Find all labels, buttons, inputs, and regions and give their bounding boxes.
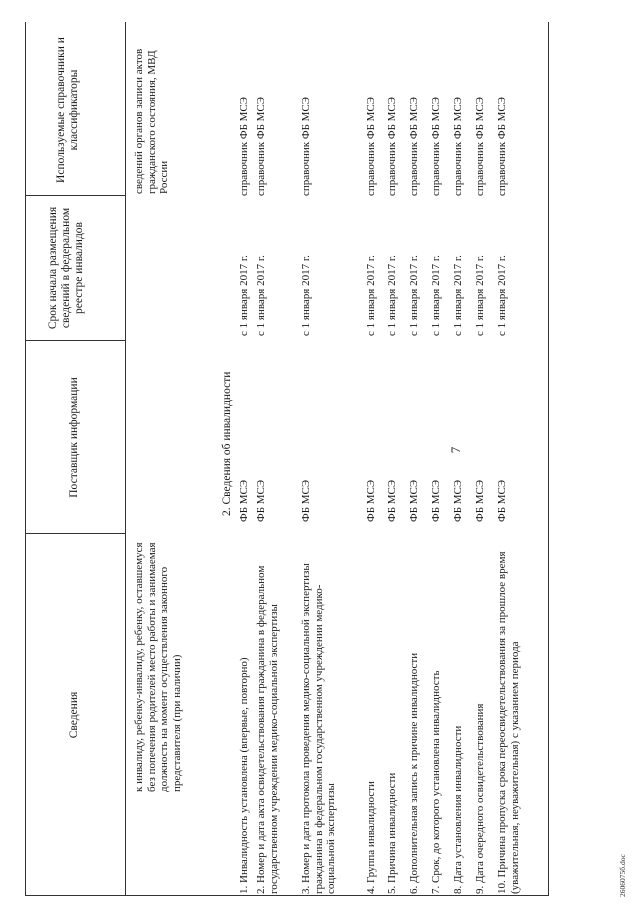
row-date: с 1 января 2017 г. bbox=[496, 255, 508, 336]
row-date: с 1 января 2017 г. bbox=[408, 255, 420, 336]
row-ref: справочник ФБ МСЭ bbox=[408, 96, 420, 196]
row-name: 7. Срок, до которого установлена инвалидность bbox=[430, 670, 442, 894]
column-divider-left bbox=[25, 895, 548, 896]
row-ref: справочник ФБ МСЭ bbox=[430, 96, 442, 196]
row-date: с 1 января 2017 г. bbox=[452, 255, 464, 336]
row-name: 10. Причина пропуска срока переосвидетельствования за прошлое время (уважительная, неуважительная) с указанием периода bbox=[496, 551, 521, 894]
table-bottom-border bbox=[548, 22, 549, 896]
section-title: 2. Сведения об инвалидности bbox=[221, 371, 233, 516]
row-provider: ФБ МСЭ bbox=[238, 479, 250, 522]
file-reference: 2606075б.doc bbox=[618, 854, 627, 897]
row-provider: ФБ МСЭ bbox=[386, 479, 398, 522]
row-date: с 1 января 2017 г. bbox=[365, 255, 377, 336]
row-ref: справочник ФБ МСЭ bbox=[386, 96, 398, 196]
row-name: 5. Причина инвалидности bbox=[386, 772, 398, 894]
row-name: 6. Дополнительная запись к причине инвалидности bbox=[408, 652, 420, 894]
row-provider: ФБ МСЭ bbox=[496, 479, 508, 522]
page-number: 7 bbox=[448, 446, 463, 454]
header-start-date: Срок начала размещения сведений в федеральном реестре инвалидов bbox=[47, 206, 86, 330]
row-ref: справочник ФБ МСЭ bbox=[474, 96, 486, 196]
row-name: 1. Инвалидность установлена (впервые, повторно) bbox=[238, 657, 250, 894]
row-ref: справочник ФБ МСЭ bbox=[238, 96, 250, 196]
header-provider: Поставщик информации bbox=[68, 377, 80, 498]
row-name: 9. Дата очередного освидетельствования bbox=[474, 703, 486, 894]
header-bottom-border bbox=[125, 22, 126, 896]
row-provider: ФБ МСЭ bbox=[300, 479, 312, 522]
table-top-border bbox=[25, 22, 26, 896]
row-ref: справочник ФБ МСЭ bbox=[300, 96, 312, 196]
row-date: с 1 января 2017 г. bbox=[300, 255, 312, 336]
header-classifiers: Используемые справочники и классификаторы bbox=[55, 37, 81, 183]
row-ref: справочник ФБ МСЭ bbox=[255, 96, 267, 196]
row-provider: ФБ МСЭ bbox=[255, 479, 267, 522]
header-svedeniya: Сведения bbox=[68, 691, 80, 739]
row-date: с 1 января 2017 г. bbox=[386, 255, 398, 336]
continuation-classifiers: сведений органов записи актов гражданского состояния, МВД России bbox=[133, 48, 170, 194]
row-provider: ФБ МСЭ bbox=[408, 479, 420, 522]
continuation-text: к инвалиду, ребенку-инвалиду, ребенку, оставшемуся без попечения родителей место работы и занимаемая должность на момент осуществления законного представителя (при наличии) bbox=[133, 542, 183, 792]
row-ref: справочник ФБ МСЭ bbox=[496, 96, 508, 196]
row-date: с 1 января 2017 г. bbox=[238, 255, 250, 336]
row-date: с 1 января 2017 г. bbox=[474, 255, 486, 336]
row-name: 8. Дата установления инвалидности bbox=[452, 725, 464, 894]
row-provider: ФБ МСЭ bbox=[430, 479, 442, 522]
row-ref: справочник ФБ МСЭ bbox=[452, 96, 464, 196]
row-name: 2. Номер и дата акта освидетельствования гражданина в федеральном государственном учреждении медико-социальной экспертизы bbox=[255, 565, 280, 894]
row-date: с 1 января 2017 г. bbox=[430, 255, 442, 336]
row-name: 3. Номер и дата протокола проведения медико-социальной экспертизы гражданина в федеральном государственном учреждении медико-социальной экспертизы bbox=[300, 563, 337, 894]
column-divider-3 bbox=[25, 195, 125, 196]
row-name: 4. Группа инвалидности bbox=[365, 781, 377, 894]
row-provider: ФБ МСЭ bbox=[452, 479, 464, 522]
row-ref: справочник ФБ МСЭ bbox=[365, 96, 377, 196]
row-provider: ФБ МСЭ bbox=[365, 479, 377, 522]
data-table bbox=[25, 22, 548, 896]
row-date: с 1 января 2017 г. bbox=[255, 255, 267, 336]
row-provider: ФБ МСЭ bbox=[474, 479, 486, 522]
